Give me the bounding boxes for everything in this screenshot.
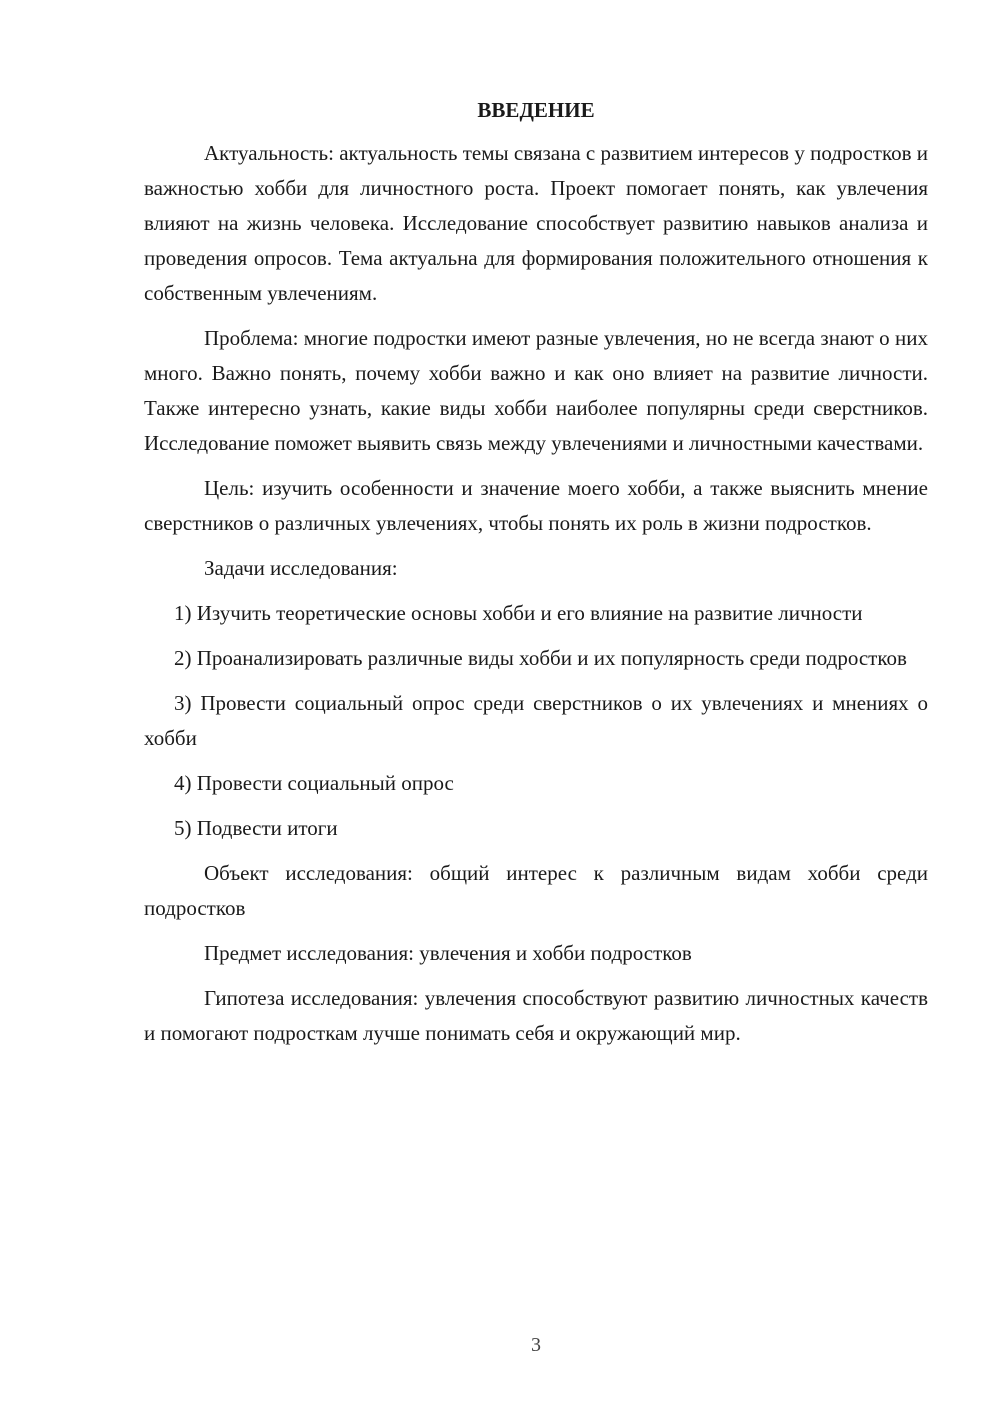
paragraph-subject: Предмет исследования: увлечения и хобби подростков xyxy=(204,941,692,965)
task-item-3: 3) Провести социальный опрос среди сверстников о их увлечениях и мнениях о хобби xyxy=(144,691,928,750)
tasks-title: Задачи исследования: xyxy=(204,556,398,580)
page-number: 3 xyxy=(531,1334,541,1356)
document-page xyxy=(144,96,928,1061)
task-item-1: 1) Изучить теоретические основы хобби и его влияние на развитие личности xyxy=(174,601,863,625)
section-heading: ВВЕДЕНИЕ xyxy=(477,98,595,122)
task-item-5: 5) Подвести итоги xyxy=(174,816,338,840)
paragraph-goal: Цель: изучить особенности и значение моего хобби, а также выяснить мнение сверстников о различных увлечениях, чтобы понять их роль в жизни подростков. xyxy=(144,476,928,535)
paragraph-relevance: Актуальность: актуальность темы связана с развитием интересов у подростков и важностью хобби для личностного роста. Проект помогает понять, как увлечения влияют на жизнь человека. Исследование способствует развитию навыков анализа и проведения опросов. Тема актуальна для формирования положительного отношения к собственным увлечениям. xyxy=(144,141,928,305)
task-item-2: 2) Проанализировать различные виды хобби и их популярность среди подростков xyxy=(174,646,907,670)
paragraph-problem: Проблема: многие подростки имеют разные увлечения, но не всегда знают о них много. Важно понять, почему хобби важно и как оно влияет на развитие личности. Также интересно узнать, какие виды хобби наиболее популярны среди сверстников. Исследование поможет выявить связь между увлечениями и личностными качествами. xyxy=(144,326,928,455)
task-item-4: 4) Провести социальный опрос xyxy=(174,771,454,795)
paragraph-hypothesis: Гипотеза исследования: увлечения способствуют развитию личностных качеств и помогают подросткам лучше понимать себя и окружающий мир. xyxy=(144,986,928,1045)
paragraph-object: Объект исследования: общий интерес к различным видам хобби среди подростков xyxy=(144,861,928,920)
